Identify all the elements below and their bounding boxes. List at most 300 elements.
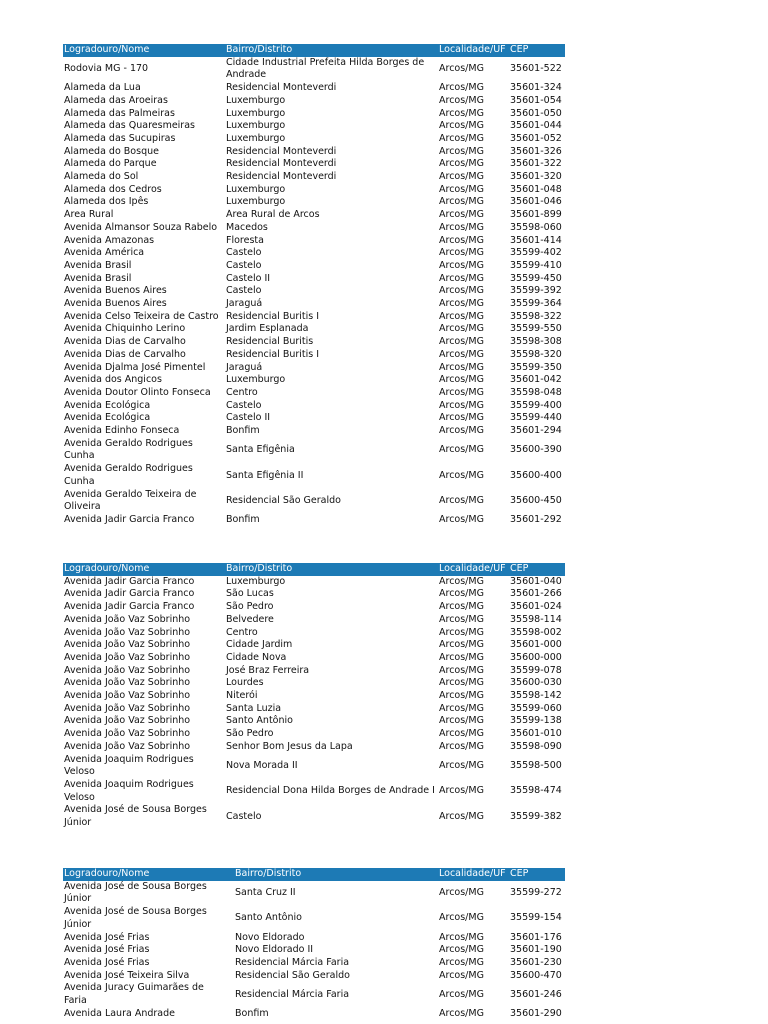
header-cep: CEP: [510, 563, 529, 574]
locality: Arcos/MG: [439, 145, 484, 157]
cep-code: 35601-322: [510, 158, 562, 170]
district-name: Luxemburgo: [226, 107, 286, 119]
district-name: Santo Antônio: [235, 912, 302, 924]
table-row: [63, 171, 565, 184]
table-row: [63, 652, 565, 665]
street-name: Alameda das Quaresmeiras: [64, 120, 195, 132]
street-name: Avenida Geraldo Rodrigues Cunha: [64, 437, 193, 462]
table-row: [63, 311, 565, 324]
table-row: [63, 273, 565, 286]
locality: Arcos/MG: [439, 259, 484, 271]
locality: Arcos/MG: [439, 728, 484, 740]
locality: Arcos/MG: [439, 336, 484, 348]
locality: Arcos/MG: [439, 785, 484, 797]
district-name: Santa Luzia: [226, 702, 282, 714]
cep-code: 35601-230: [510, 956, 562, 968]
locality: Arcos/MG: [439, 677, 484, 689]
locality: Arcos/MG: [439, 399, 484, 411]
street-name: Avenida João Vaz Sobrinho: [64, 702, 191, 714]
locality: Arcos/MG: [439, 171, 484, 183]
district-name: Bonfim: [226, 425, 260, 437]
street-name: Avenida Jadir Garcia Franco: [64, 601, 195, 613]
cep-code: 35601-190: [510, 944, 562, 956]
street-name: Avenida Geraldo Rodrigues Cunha: [64, 463, 193, 487]
locality: Arcos/MG: [439, 348, 484, 360]
cep-code: 35600-390: [510, 444, 562, 456]
locality: Arcos/MG: [439, 298, 484, 310]
table-row: [63, 944, 565, 957]
table-row: [63, 703, 565, 716]
table-row: [63, 957, 565, 970]
locality: Arcos/MG: [439, 639, 484, 651]
table-header: [63, 44, 565, 57]
table-row: [63, 601, 565, 614]
street-name: Avenida João Vaz Sobrinho: [64, 639, 191, 651]
district-name: Residencial Dona Hilda Borges de Andrade I: [226, 785, 435, 797]
table-row: [63, 804, 565, 829]
district-name: Nova Morada II: [226, 759, 298, 771]
cep-code: 35599-364: [510, 298, 562, 310]
cep-code: 35598-060: [510, 221, 562, 233]
locality: Arcos/MG: [439, 601, 484, 613]
header-localidade: Localidade/UF: [439, 44, 506, 55]
header-logradouro: Logradouro/Nome: [64, 44, 150, 55]
locality: Arcos/MG: [439, 361, 484, 373]
street-name: Avenida José Teixeira Silva: [64, 969, 190, 981]
locality: Arcos/MG: [439, 272, 484, 284]
district-name: Castelo: [226, 247, 262, 259]
street-name: Avenida Djalma José Pimentel: [64, 361, 206, 373]
table-row: [63, 387, 565, 400]
cep-code: 35598-142: [510, 690, 562, 702]
cep-code: 35601-010: [510, 728, 562, 740]
locality: Arcos/MG: [439, 1007, 484, 1019]
locality: Arcos/MG: [439, 310, 484, 322]
locality: Arcos/MG: [439, 209, 484, 221]
street-name: Avenida Joaquim Rodrigues Veloso: [64, 778, 194, 803]
table-row: [63, 715, 565, 728]
cep-code: 35599-410: [510, 259, 562, 271]
table-row: [63, 349, 565, 362]
street-name: Avenida Celso Teixeira de Castro: [64, 310, 219, 322]
locality: Arcos/MG: [439, 664, 484, 676]
district-name: Residencial Buritis: [226, 336, 314, 348]
street-name: Avenida Brasil: [64, 259, 132, 271]
district-name: Macedos: [226, 221, 268, 233]
street-name: Avenida José Frias: [64, 944, 150, 956]
street-name: Avenida João Vaz Sobrinho: [64, 728, 191, 740]
street-name: Avenida Laura Andrade: [64, 1007, 175, 1019]
cep-code: 35601-044: [510, 120, 562, 132]
cep-code: 35598-048: [510, 386, 562, 398]
cep-code: 35601-024: [510, 601, 562, 613]
street-name: Alameda das Aroeiras: [64, 94, 168, 106]
district-name: Centro: [226, 386, 258, 398]
table-row: [63, 108, 565, 121]
locality: Arcos/MG: [439, 988, 484, 1000]
locality: Arcos/MG: [439, 810, 484, 822]
locality: Arcos/MG: [439, 82, 484, 94]
street-name: Avenida Ecológica: [64, 399, 151, 411]
street-name: Alameda do Parque: [64, 158, 157, 170]
cep-code: 35599-402: [510, 247, 562, 259]
cep-code: 35599-350: [510, 361, 562, 373]
district-name: Bonfim: [226, 514, 260, 525]
table-row: [63, 298, 565, 311]
cep-code: 35601-414: [510, 234, 562, 246]
cep-code: 35601-320: [510, 171, 562, 183]
street-name: Alameda do Bosque: [64, 145, 159, 157]
table-row: [63, 982, 565, 1007]
street-name: Avenida Almansor Souza Rabelo: [64, 221, 218, 233]
district-name: Castelo II: [226, 272, 271, 284]
cep-code: 35601-522: [510, 63, 562, 75]
table-row: [63, 627, 565, 640]
street-name: Avenida Chiquinho Lerino: [64, 323, 186, 335]
street-name: Avenida Joaquim Rodrigues Veloso: [64, 753, 194, 778]
table-row: [63, 400, 565, 413]
district-name: Castelo II: [226, 412, 271, 424]
cep-code: 35598-500: [510, 759, 562, 771]
cep-code: 35598-308: [510, 336, 562, 348]
district-name: Luxemburgo: [226, 94, 286, 106]
table-row: [63, 754, 565, 779]
table-row: [63, 133, 565, 146]
cep-code: 35601-000: [510, 639, 562, 651]
cep-code: 35598-474: [510, 785, 562, 797]
street-name: Avenida Dias de Carvalho: [64, 348, 186, 360]
district-name: Jardim Esplanada: [226, 323, 309, 335]
cep-code: 35601-042: [510, 374, 562, 386]
street-name: Avenida João Vaz Sobrinho: [64, 664, 191, 676]
locality: Arcos/MG: [439, 759, 484, 771]
street-name: Avenida José de Sousa Borges Júnior: [64, 804, 207, 829]
cep-code: 35599-078: [510, 664, 562, 676]
table-row: [63, 82, 565, 95]
locality: Arcos/MG: [439, 425, 484, 437]
street-name: Avenida Brasil: [64, 272, 132, 284]
table-row: [63, 639, 565, 652]
table-row: [63, 412, 565, 425]
table-row: [63, 95, 565, 108]
locality: Arcos/MG: [439, 514, 484, 525]
street-name: Avenida José Frias: [64, 956, 150, 968]
table-row: [63, 932, 565, 945]
street-name: Avenida Buenos Aires: [64, 298, 167, 310]
cep-code: 35601-266: [510, 588, 562, 600]
street-name: Avenida Jadir Garcia Franco: [64, 514, 195, 525]
locality: Arcos/MG: [439, 956, 484, 968]
cep-code: 35598-090: [510, 740, 562, 752]
locality: Arcos/MG: [439, 969, 484, 981]
district-name: Belvedere: [226, 613, 274, 625]
street-name: Avenida João Vaz Sobrinho: [64, 677, 191, 689]
street-name: Alameda do Sol: [64, 171, 139, 183]
locality: Arcos/MG: [439, 158, 484, 170]
street-name: Avenida José de Sousa Borges Júnior: [64, 880, 207, 905]
district-name: Floresta: [226, 234, 264, 246]
locality: Arcos/MG: [439, 702, 484, 714]
street-name: Alameda da Lua: [64, 82, 141, 94]
district-name: Jaraguá: [226, 298, 263, 310]
table-row: [63, 222, 565, 235]
street-name: Alameda dos Cedros: [64, 183, 162, 195]
street-name: Alameda das Sucupiras: [64, 132, 176, 144]
table-row: [63, 158, 565, 171]
street-name: Avenida Buenos Aires: [64, 285, 167, 297]
address-table-3: [63, 868, 565, 1020]
district-name: Luxemburgo: [226, 132, 286, 144]
cep-code: 35600-030: [510, 677, 562, 689]
street-name: Avenida João Vaz Sobrinho: [64, 690, 191, 702]
header-bairro: Bairro/Distrito: [235, 868, 302, 879]
district-name: Santo Antônio: [226, 715, 293, 727]
cep-code: 35600-400: [510, 469, 562, 481]
cep-code: 35601-040: [510, 575, 562, 587]
table-row: [63, 146, 565, 159]
table-row: [63, 576, 565, 589]
cep-code: 35600-450: [510, 494, 562, 506]
cep-code: 35601-326: [510, 145, 562, 157]
cep-code: 35599-382: [510, 810, 562, 822]
locality: Arcos/MG: [439, 221, 484, 233]
district-name: Residencial Buritis I: [226, 310, 320, 322]
district-name: Luxemburgo: [226, 120, 286, 132]
district-name: Jaraguá: [226, 361, 263, 373]
district-name: Cidade Jardim: [226, 639, 293, 651]
district-name: Novo Eldorado II: [235, 944, 314, 956]
street-name: Rodovia MG - 170: [64, 63, 149, 75]
district-name: Castelo: [226, 259, 262, 271]
cep-code: 35601-324: [510, 82, 562, 94]
district-name: Santa Efigênia: [226, 444, 295, 456]
cep-code: 35598-114: [510, 613, 562, 625]
locality: Arcos/MG: [439, 494, 484, 506]
district-name: Cidade Industrial Prefeita Hilda Borges de Andrade: [226, 56, 425, 81]
table-row: [63, 779, 565, 804]
table-header: [63, 868, 565, 881]
district-name: São Lucas: [226, 588, 274, 600]
table-row: [63, 235, 565, 248]
district-name: Residencial Monteverdi: [226, 158, 337, 170]
locality: Arcos/MG: [439, 247, 484, 259]
street-name: Avenida José Frias: [64, 931, 150, 943]
table-row: [63, 184, 565, 197]
header-bairro: Bairro/Distrito: [226, 44, 293, 55]
street-name: Avenida Dias de Carvalho: [64, 336, 186, 348]
cep-code: 35598-320: [510, 348, 562, 360]
cep-code: 35599-550: [510, 323, 562, 335]
address-table-1: [63, 44, 565, 527]
locality: Arcos/MG: [439, 63, 484, 75]
cep-code: 35600-000: [510, 651, 562, 663]
district-name: Residencial São Geraldo: [226, 494, 341, 506]
locality: Arcos/MG: [439, 132, 484, 144]
table-row: [63, 881, 565, 906]
locality: Arcos/MG: [439, 469, 484, 481]
table-row: [63, 209, 565, 222]
table-row: [63, 120, 565, 133]
table-header: [63, 563, 565, 576]
cep-code: 35601-292: [510, 514, 562, 525]
table-row: [63, 514, 565, 527]
district-name: Senhor Bom Jesus da Lapa: [226, 740, 353, 752]
table-row: [63, 247, 565, 260]
table-row: [63, 336, 565, 349]
cep-code: 35599-450: [510, 272, 562, 284]
locality: Arcos/MG: [439, 887, 484, 899]
cep-code: 35601-246: [510, 988, 562, 1000]
locality: Arcos/MG: [439, 94, 484, 106]
locality: Arcos/MG: [439, 651, 484, 663]
cep-code: 35601-294: [510, 425, 562, 437]
locality: Arcos/MG: [439, 120, 484, 132]
table-row: [63, 677, 565, 690]
cep-code: 35599-060: [510, 702, 562, 714]
table-row: [63, 362, 565, 375]
table-row: [63, 690, 565, 703]
cep-code: 35599-272: [510, 887, 562, 899]
district-name: Niterói: [226, 690, 258, 702]
district-name: Residencial Monteverdi: [226, 171, 337, 183]
table-row: [63, 728, 565, 741]
cep-code: 35599-392: [510, 285, 562, 297]
table-row: [63, 323, 565, 336]
street-name: Avenida João Vaz Sobrinho: [64, 626, 191, 638]
street-name: Avenida Geraldo Teixeira de Oliveira: [64, 488, 197, 513]
street-name: Avenida dos Angicos: [64, 374, 162, 386]
locality: Arcos/MG: [439, 740, 484, 752]
district-name: Residencial Márcia Faria: [235, 956, 350, 968]
district-name: Luxemburgo: [226, 374, 286, 386]
district-name: Santa Cruz II: [235, 887, 296, 899]
street-name: Avenida Jadir Garcia Franco: [64, 588, 195, 600]
district-name: São Pedro: [226, 728, 274, 740]
district-name: Área Rural de Arcos: [226, 209, 320, 221]
street-name: Avenida Juracy Guimarães de Faria: [64, 982, 204, 1007]
locality: Arcos/MG: [439, 444, 484, 456]
table-row: [63, 260, 565, 273]
cep-code: 35601-048: [510, 183, 562, 195]
header-localidade: Localidade/UF: [439, 563, 506, 574]
header-localidade: Localidade/UF: [439, 868, 506, 879]
cep-code: 35601-050: [510, 107, 562, 119]
district-name: São Pedro: [226, 601, 274, 613]
table-row: [63, 489, 565, 514]
locality: Arcos/MG: [439, 588, 484, 600]
district-name: Luxemburgo: [226, 575, 286, 587]
locality: Arcos/MG: [439, 183, 484, 195]
street-name: Avenida Edinho Fonseca: [64, 425, 180, 437]
table-row: [63, 665, 565, 678]
table-row: [63, 285, 565, 298]
cep-code: 35601-046: [510, 196, 562, 208]
locality: Arcos/MG: [439, 196, 484, 208]
cep-code: 35598-002: [510, 626, 562, 638]
district-name: Residencial Márcia Faria: [235, 988, 350, 1000]
table-row: [63, 57, 565, 82]
district-name: Novo Eldorado: [235, 931, 305, 943]
table-row: [63, 614, 565, 627]
district-name: Luxemburgo: [226, 183, 286, 195]
locality: Arcos/MG: [439, 715, 484, 727]
cep-code: 35601-054: [510, 94, 562, 106]
locality: Arcos/MG: [439, 613, 484, 625]
street-name: Avenida João Vaz Sobrinho: [64, 613, 191, 625]
cep-code: 35601-052: [510, 132, 562, 144]
table-row: [63, 906, 565, 931]
district-name: Castelo: [226, 285, 262, 297]
cep-code: 35601-176: [510, 931, 562, 943]
cep-code: 35600-470: [510, 969, 562, 981]
cep-code: 35601-290: [510, 1007, 562, 1019]
table-row: [63, 741, 565, 754]
header-logradouro: Logradouro/Nome: [64, 868, 150, 879]
district-name: Castelo: [226, 399, 262, 411]
address-table-2: [63, 563, 565, 830]
district-name: Cidade Nova: [226, 651, 287, 663]
header-cep: CEP: [510, 44, 529, 55]
district-name: Residencial Monteverdi: [226, 82, 337, 94]
district-name: José Braz Ferreira: [226, 664, 310, 676]
cep-code: 35599-440: [510, 412, 562, 424]
locality: Arcos/MG: [439, 412, 484, 424]
district-name: Residencial Monteverdi: [226, 145, 337, 157]
cep-code: 35599-138: [510, 715, 562, 727]
street-name: Avenida Jadir Garcia Franco: [64, 575, 195, 587]
cep-code: 35598-322: [510, 310, 562, 322]
district-name: Centro: [226, 626, 258, 638]
table-row: [63, 438, 565, 463]
table-row: [63, 374, 565, 387]
district-name: Luxemburgo: [226, 196, 286, 208]
district-name: Castelo: [226, 810, 262, 822]
locality: Arcos/MG: [439, 323, 484, 335]
header-cep: CEP: [510, 868, 529, 879]
table-row: [63, 425, 565, 438]
cep-code: 35599-400: [510, 399, 562, 411]
street-name: Alameda das Palmeiras: [64, 107, 175, 119]
header-bairro: Bairro/Distrito: [226, 563, 293, 574]
locality: Arcos/MG: [439, 690, 484, 702]
locality: Arcos/MG: [439, 285, 484, 297]
header-logradouro: Logradouro/Nome: [64, 563, 150, 574]
locality: Arcos/MG: [439, 912, 484, 924]
district-name: Residencial Buritis I: [226, 348, 320, 360]
locality: Arcos/MG: [439, 386, 484, 398]
cep-code: 35601-899: [510, 209, 562, 221]
street-name: Avenida João Vaz Sobrinho: [64, 651, 191, 663]
locality: Arcos/MG: [439, 575, 484, 587]
locality: Arcos/MG: [439, 931, 484, 943]
street-name: Avenida João Vaz Sobrinho: [64, 740, 191, 752]
table-row: [63, 1008, 565, 1021]
district-name: Santa Efigênia II: [226, 469, 304, 481]
street-name: Avenida Doutor Olinto Fonseca: [64, 386, 211, 398]
locality: Arcos/MG: [439, 234, 484, 246]
street-name: Avenida Amazonas: [64, 234, 155, 246]
locality: Arcos/MG: [439, 107, 484, 119]
street-name: Alameda dos Ipês: [64, 196, 149, 208]
table-row: [63, 196, 565, 209]
street-name: Avenida João Vaz Sobrinho: [64, 715, 191, 727]
street-name: Área Rural: [64, 209, 114, 221]
locality: Arcos/MG: [439, 374, 484, 386]
district-name: Residencial São Geraldo: [235, 969, 350, 981]
district-name: Lourdes: [226, 677, 264, 689]
locality: Arcos/MG: [439, 626, 484, 638]
street-name: Avenida José de Sousa Borges Júnior: [64, 906, 207, 930]
